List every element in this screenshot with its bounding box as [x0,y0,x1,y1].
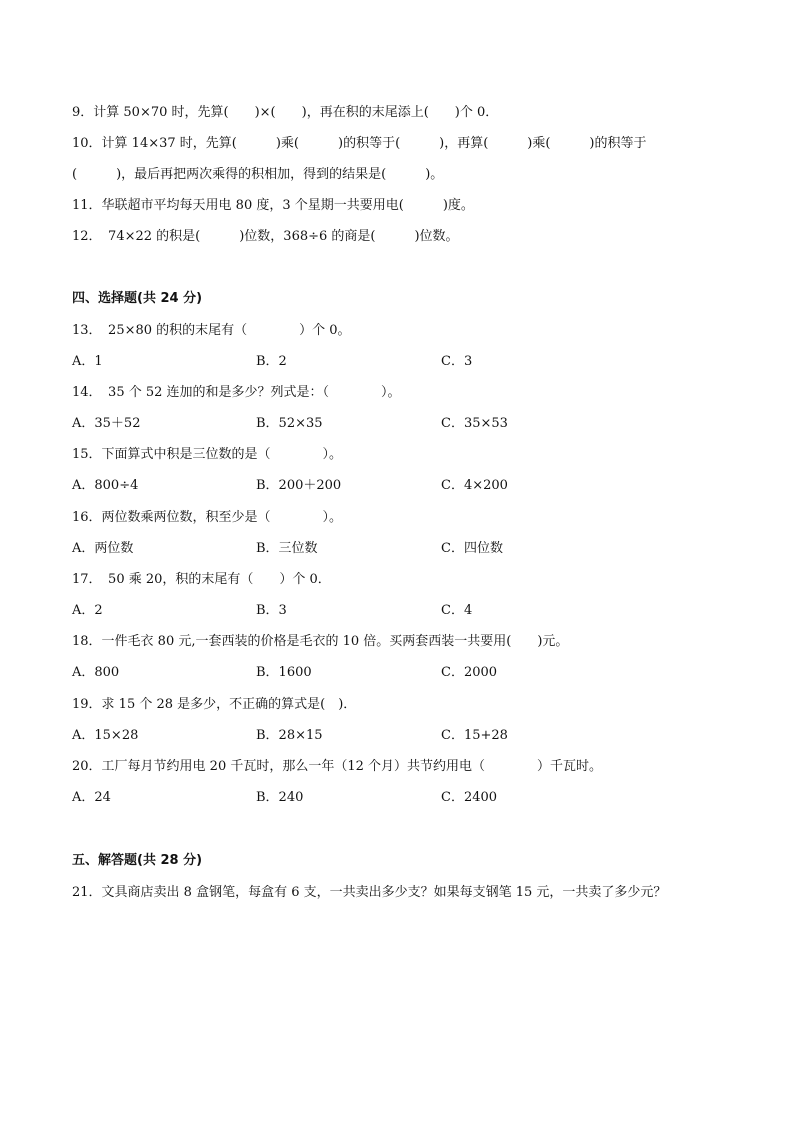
question-11: 11．华联超市平均每天用电 80 度，3 个星期一共要用电( )度。 [72,198,474,213]
option-b[interactable]: B．240 [256,790,304,805]
option-a[interactable]: A．1 [72,354,103,369]
option-c[interactable]: C．4×200 [441,478,508,493]
options-13 [72,353,722,371]
question-10: 10．计算 14×37 时，先算( )乘( )的积等于( )，再算( )乘( )的积等于 [72,136,647,151]
option-c[interactable]: C．2400 [441,790,498,805]
option-b[interactable]: B．3 [256,603,287,618]
option-b[interactable]: B．28×15 [256,728,323,743]
option-b[interactable]: B．2 [256,354,287,369]
options-17 [72,602,722,620]
option-a[interactable]: A．15×28 [72,728,139,743]
option-a[interactable]: A．2 [72,603,103,618]
option-c[interactable]: C．四位数 [441,541,503,556]
question-13: 13． 25×80 的积的末尾有（ ）个 0。 [72,323,351,338]
question-15: 15．下面算式中积是三位数的是（ ）。 [72,447,343,462]
question-21: 21．文具商店卖出 8 盒钢笔，每盒有 6 支，一共卖出多少支？如果每支钢笔 15 元，一共卖了多少元？ [72,885,667,900]
option-c[interactable]: C．15+28 [441,728,508,743]
option-a[interactable]: A．24 [72,790,111,805]
question-9: 9．计算 50×70 时，先算( )×( )，再在积的末尾添上( )个 0． [72,105,499,120]
option-b[interactable]: B．200＋200 [256,478,342,493]
option-a[interactable]: A．800÷4 [72,478,139,493]
option-b[interactable]: B．1600 [256,665,312,680]
question-18: 18．一件毛衣 80 元,一套西装的价格是毛衣的 10 倍。买两套西装一共要用( )元。 [72,634,569,649]
options-20 [72,789,722,807]
question-10-continued: ( )，最后再把两次乘得的积相加，得到的结果是( )。 [72,167,444,182]
options-16 [72,540,722,558]
section-4-title: 四、选择题(共 24 分) [72,291,203,306]
options-14 [72,415,722,433]
option-a[interactable]: A．800 [72,665,120,680]
option-c[interactable]: C．3 [441,354,473,369]
option-a[interactable]: A．两位数 [72,541,134,556]
question-17: 17． 50 乘 20，积的末尾有（ ）个 0． [72,572,331,587]
option-a[interactable]: A．35＋52 [72,416,141,431]
question-12: 12． 74×22 的积是( )位数，368÷6 的商是( )位数。 [72,229,459,244]
options-19 [72,727,722,745]
options-15 [72,477,722,495]
options-18 [72,664,722,682]
option-b[interactable]: B．52×35 [256,416,323,431]
question-19: 19．求 15 个 28 是多少，不正确的算式是( )． [72,697,357,712]
question-14: 14． 35 个 52 连加的和是多少？列式是：（ ）。 [72,385,401,400]
option-c[interactable]: C．4 [441,603,473,618]
option-b[interactable]: B．三位数 [256,541,318,556]
question-20: 20．工厂每月节约用电 20 千瓦时，那么一年（12 个月）共节约用电（ ）千瓦时。 [72,759,603,774]
section-5-title: 五、解答题(共 28 分) [72,853,203,868]
option-c[interactable]: C．2000 [441,665,498,680]
option-c[interactable]: C．35×53 [441,416,508,431]
question-16: 16．两位数乘两位数，积至少是（ ）。 [72,510,343,525]
